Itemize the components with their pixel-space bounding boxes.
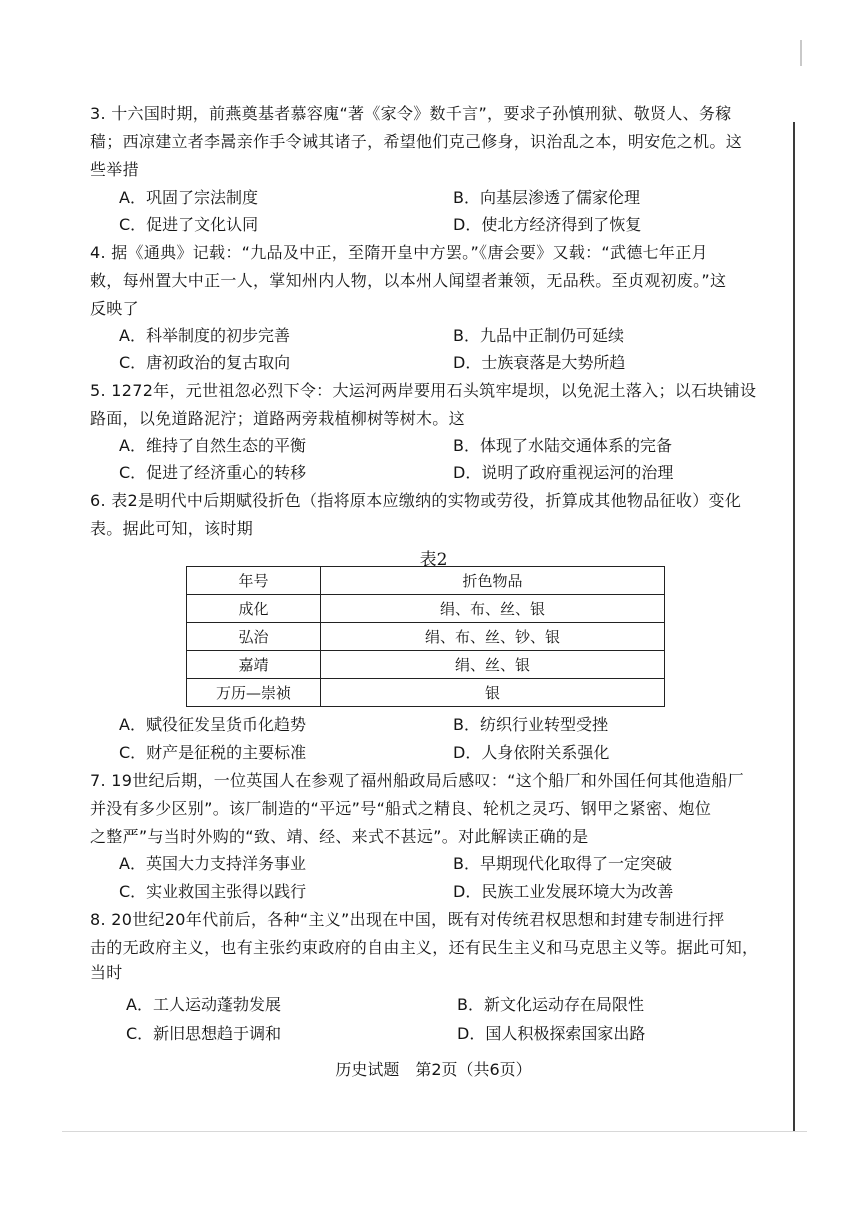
table-cell: 绢、布、丝、钞、银 (321, 623, 665, 651)
question-text-line: 之整严”与当时外购的“致、靖、经、来式不甚远”。对此解读正确的是 (90, 827, 589, 846)
page-footer: 历史试题 第2页（共6页） (335, 1060, 532, 1079)
option-b: B．早期现代化取得了一定突破 (453, 854, 672, 873)
option-c: C．促进了文化认同 (119, 215, 259, 234)
table-row (187, 595, 665, 623)
table-row (187, 651, 665, 679)
question-text-line: 反映了 (90, 299, 139, 318)
page-border-line (793, 122, 795, 1132)
table-row (187, 679, 665, 707)
table-header-cell: 年号 (187, 567, 321, 595)
option-c: C．实业救国主张得以践行 (119, 882, 307, 901)
option-b: B．体现了水陆交通体系的完备 (453, 436, 672, 455)
question-text-line: 6. 表2是明代中后期赋役折色（指将原本应缴纳的实物或劳役，折算成其他物品征收）变化 (90, 491, 742, 510)
option-c: C．财产是征税的主要标准 (119, 743, 307, 762)
option-b: B．纺织行业转型受挫 (453, 715, 608, 734)
table-caption: 表2 (419, 550, 448, 570)
table-cell: 成化 (187, 595, 321, 623)
option-b: B．向基层渗透了儒家伦理 (453, 188, 640, 207)
option-a: A．英国大力支持洋务事业 (119, 854, 306, 873)
table-header-row (187, 567, 665, 595)
option-a: A．工人运动蓬勃发展 (126, 995, 281, 1014)
question-text-line: 并没有多少区别”。该厂制造的“平远”号“船式之精良、轮机之灵巧、钢甲之紧密、炮位 (90, 799, 712, 818)
table-cell: 嘉靖 (187, 651, 321, 679)
option-a: A．科举制度的初步完善 (119, 326, 290, 345)
table-cell: 弘治 (187, 623, 321, 651)
table-header-cell: 折色物品 (321, 567, 665, 595)
option-b: B．新文化运动存在局限性 (457, 995, 644, 1014)
scan-mark (800, 40, 802, 66)
option-d: D．民族工业发展环境大为改善 (453, 882, 674, 901)
option-c: C．新旧思想趋于调和 (126, 1024, 282, 1043)
table-cell: 银 (321, 679, 665, 707)
option-d: D．士族衰落是大势所趋 (453, 353, 626, 372)
question-text-line: 3. 十六国时期，前燕奠基者慕容廆“著《家令》数千言”，要求子孙慎刑狱、敬贤人、务稼 (90, 104, 732, 123)
option-a: A．巩固了宗法制度 (119, 188, 258, 207)
question-text-line: 当时 (90, 963, 123, 982)
option-c: C．促进了经济重心的转移 (119, 463, 307, 482)
question-text-line: 击的无政府主义，也有主张约束政府的自由主义，还有民生主义和马克思主义等。据此可知， (90, 938, 759, 957)
table-cell: 绢、布、丝、银 (321, 595, 665, 623)
option-c: C．唐初政治的复古取向 (119, 353, 291, 372)
table-cell: 绢、丝、银 (321, 651, 665, 679)
question-text-line: 7. 19世纪后期，一位英国人在参观了福州船政局后感叹：“这个船厂和外国任何其他造船厂 (90, 771, 744, 790)
question-text-line: 表。据此可知，该时期 (90, 519, 254, 538)
question-text-line: 8. 20世纪20年代前后，各种“主义”出现在中国，既有对传统君权思想和封建专制进行抨 (90, 910, 725, 929)
option-d: D．人身依附关系强化 (453, 743, 610, 762)
option-b: B．九品中正制仍可延续 (453, 326, 624, 345)
question-text-line: 些举措 (90, 160, 139, 179)
table-row (187, 623, 665, 651)
question-text-line: 路面，以免道路泥泞；道路两旁栽植柳树等树木。这 (90, 409, 465, 428)
question-text-line: 敕，每州置大中正一人，掌知州内人物，以本州人闻望者兼领，无品秩。至贞观初废。”这 (90, 271, 727, 290)
page-bottom-line (62, 1131, 807, 1132)
option-a: A．赋役征发呈货币化趋势 (119, 715, 306, 734)
question-text-line: 4. 据《通典》记载：“九品及中正，至隋开皇中方罢。”《唐会要》又载：“武德七年正月 (90, 243, 708, 262)
question-text-line: 5. 1272年，元世祖忽必烈下令：大运河两岸要用石头筑牢堤坝，以免泥土落入；以石块铺设 (90, 381, 757, 400)
table-cell: 万历—崇祯 (187, 679, 321, 707)
option-d: D．使北方经济得到了恢复 (453, 215, 642, 234)
option-d: D．国人积极探索国家出路 (457, 1024, 646, 1043)
option-a: A．维持了自然生态的平衡 (119, 436, 306, 455)
question-text-line: 穑；西凉建立者李暠亲作手令诫其诸子，希望他们克己修身，识治乱之本，明安危之机。这 (90, 132, 743, 151)
option-d: D．说明了政府重视运河的治理 (453, 463, 674, 482)
tax-table (186, 566, 665, 707)
